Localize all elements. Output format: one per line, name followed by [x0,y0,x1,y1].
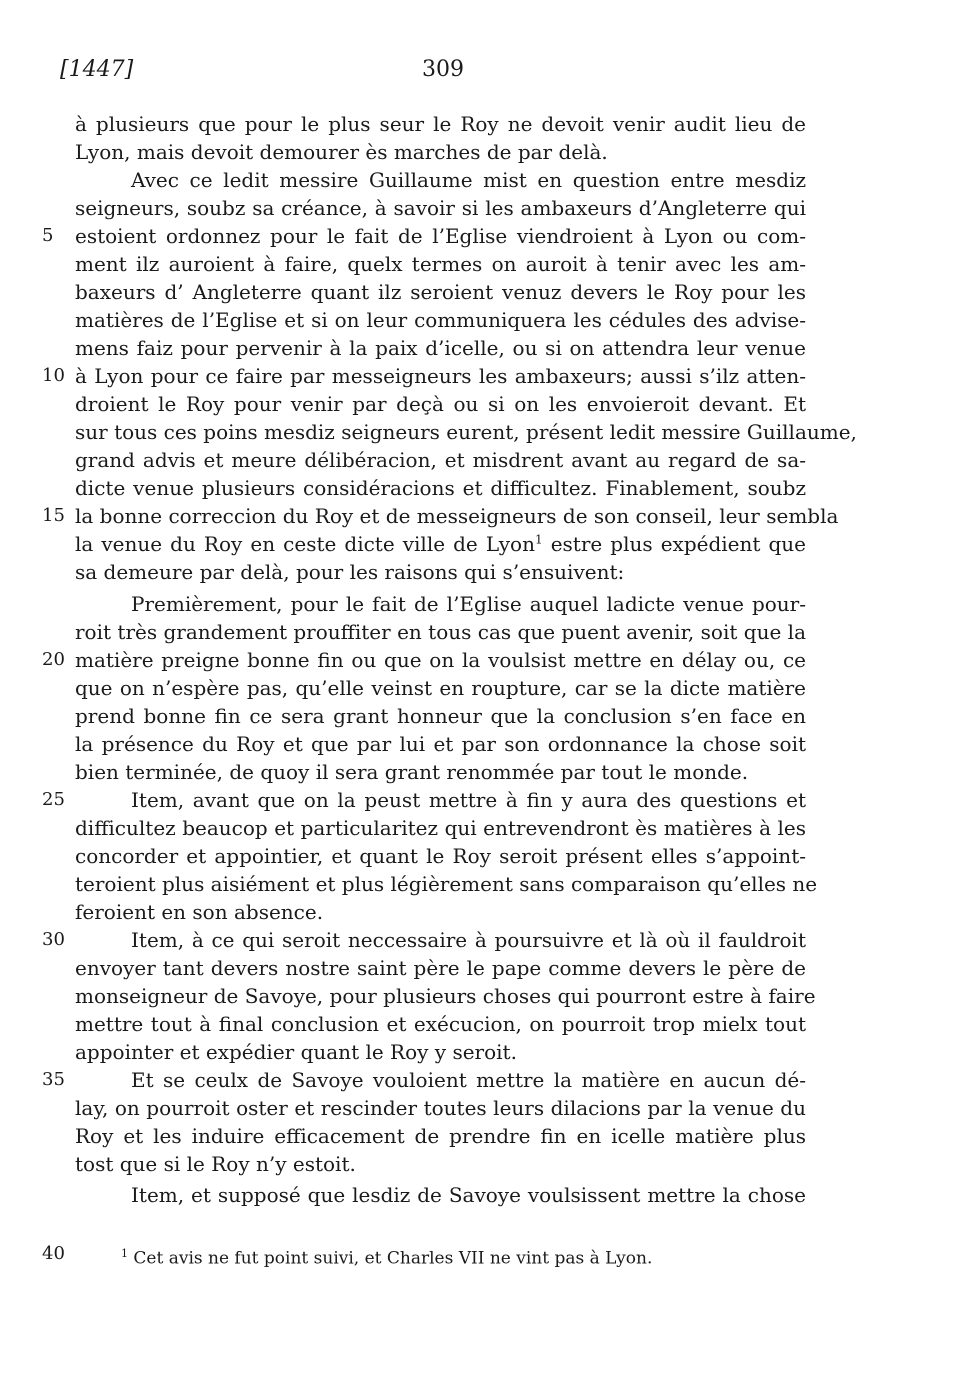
text-line: seigneurs, soubz sa créance, à savoir si les ambaxeurs d’Angleterre qui [75,196,806,220]
text-line: la bonne correccion du Roy et de messeigneurs de son conseil, leur sembla [75,504,839,528]
text-line: matières de l’Eglise et si on leur communiquera les cédules des advise- [75,308,806,332]
text-line: difficultez beaucop et particularitez qui entrevendront ès matières à les [75,816,806,840]
text-line: matière preigne bonne fin ou que on la voulsist mettre en délay ou, ce [75,648,806,672]
line-number: 15 [42,505,65,526]
text-line: Lyon, mais devoit demourer ès marches de par delà. [75,140,608,164]
footnote-text: Cet avis ne fut point suivi, et Charles VII ne vint pas à Lyon. [133,1248,653,1269]
running-head: [1447] [60,57,134,82]
text-line: feroient en son absence. [75,900,324,924]
text-line: lay, on pourroit oster et rescinder toutes leurs dilacions par la venue du [75,1096,806,1120]
text-line: dicte venue plusieurs considéracions et difficultez. Finablement, soubz [75,476,806,500]
line-number: 30 [42,929,65,950]
text-line: prend bonne fin ce sera grant honneur que la conclusion s’en face en [75,704,806,728]
line-number: 35 [42,1069,65,1090]
text-line: Premièrement, pour le fait de l’Eglise auquel ladicte venue pour- [131,592,806,616]
text-line: baxeurs d’ Angleterre quant ilz seroient venuz devers le Roy pour les [75,280,806,304]
text-segment: estre plus expédient que [550,532,806,556]
line-number: 20 [42,649,65,670]
page-number: 309 [422,57,464,82]
footnote [121,1241,652,1272]
text-line: Item, et supposé que lesdiz de Savoye voulsissent mettre la chose [131,1183,806,1207]
text-line: à plusieurs que pour le plus seur le Roy ne devoit venir audit lieu de [75,112,806,136]
line-number: 10 [42,365,65,386]
text-line: envoyer tant devers nostre saint père le pape comme devers le père de [75,956,806,980]
text-line: sa demeure par delà, pour les raisons qui s’ensuivent: [75,560,625,584]
text-segment: la venue du Roy en ceste dicte ville de Lyon [75,532,535,556]
text-line: ment ilz auroient à faire, quelx termes on auroit à tenir avec les am- [75,252,806,276]
text-line: grand advis et meure délibéracion, et misdrent avant au regard de sa- [75,448,806,472]
text-line: mettre tout à final conclusion et exécucion, on pourroit trop mielx tout [75,1012,806,1036]
footnote-marker: 1 [121,1247,128,1260]
text-line: estoient ordonnez pour le fait de l’Eglise viendroient à Lyon ou com- [75,224,806,248]
text-line-with-footnote-ref [75,530,806,558]
text-line: mens faiz pour pervenir à la paix d’icelle, ou si on attendra leur venue [75,336,806,360]
text-line: teroient plus aisiément et plus légièrement sans comparaison qu’elles ne [75,872,818,896]
text-line: Avec ce ledit messire Guillaume mist en question entre mesdiz [131,168,806,192]
text-line: Item, avant que on la peust mettre à fin y aura des questions et [131,788,806,812]
text-line: Et se ceulx de Savoye vouloient mettre la matière en aucun dé- [131,1068,806,1092]
text-line: la présence du Roy et que par lui et par son ordonnance la chose soit [75,732,806,756]
text-line: appointer et expédier quant le Roy y seroit. [75,1040,517,1064]
text-line: roit très grandement prouffiter en tous cas que puent avenir, soit que la [75,620,806,644]
footnote-reference: 1 [534,532,543,547]
line-number: 40 [42,1243,65,1264]
text-line: droient le Roy pour venir par deçà ou si on les envoieroit devant. Et [75,392,806,416]
text-line: sur tous ces poins mesdiz seigneurs eurent, présent ledit messire Guillaume, [75,420,857,444]
text-line: à Lyon pour ce faire par messeigneurs les ambaxeurs; aussi s’ilz atten- [75,364,806,388]
line-number: 25 [42,789,65,810]
text-line: concorder et appointier, et quant le Roy seroit présent elles s’appoint- [75,844,806,868]
text-line: Item, à ce qui seroit neccessaire à poursuivre et là où il fauldroit [131,928,806,952]
text-line: bien terminée, de quoy il sera grant renommée par tout le monde. [75,760,749,784]
line-number: 5 [42,225,54,246]
text-line: monseigneur de Savoye, pour plusieurs choses qui pourront estre à faire [75,984,816,1008]
text-line: que on n’espère pas, qu’elle veinst en roupture, car se la dicte matière [75,676,806,700]
text-line: tost que si le Roy n’y estoit. [75,1152,356,1176]
text-line: Roy et les induire efficacement de prendre fin en icelle matière plus [75,1124,806,1148]
